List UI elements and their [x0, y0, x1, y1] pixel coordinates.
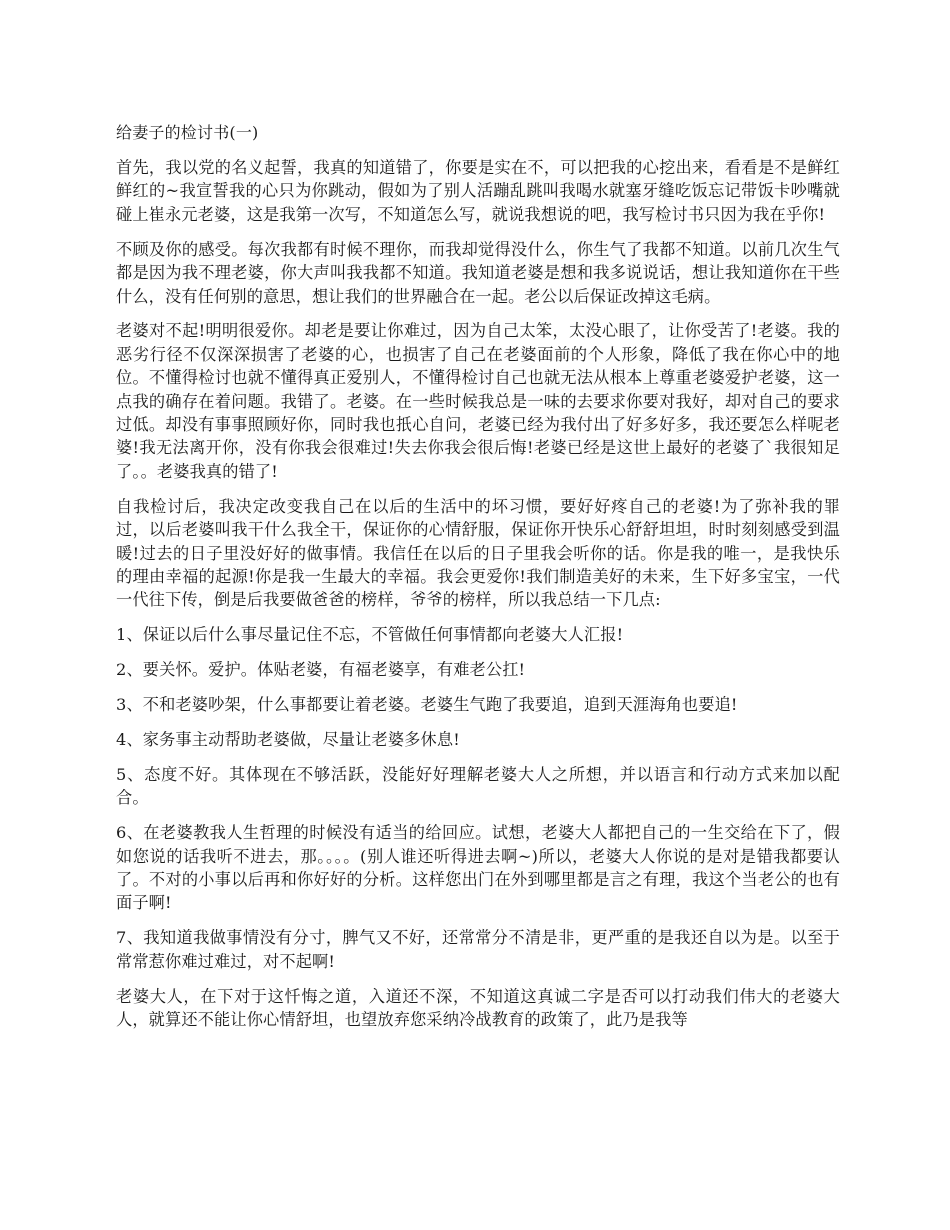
list-item-1: 1、保证以后什么事尽量记住不忘，不管做任何事情都向老婆大人汇报! — [116, 625, 624, 645]
list-item-4: 4、家务事主动帮助老婆做，尽量让老婆多休息! — [116, 730, 460, 750]
paragraph-apology: 老婆对不起!明明很爱你。却老是要让你难过，因为自己太笨，太没心眼了，让你受苦了!老婆。我的恶劣行径不仅深深损害了老婆的心，也损害了自己在老婆面前的个人形象，降低了我在你心中的地位。不懂得检讨也就不懂得真正爱别人，不懂得检讨自己也就无法从根本上尊重老婆爱护老婆，这一点我的确存在着问题。我错了。老婆。在一些时候我总是一味的去要求你要对我好，却对自己的要求过低。却没有事事照顾好你，同时我也扺心自问，老婆已经为我付出了好多好多，我还要怎么样呢老婆!我无法离开你，没有你我会很难过!失去你我会很后悔!老婆已经是这世上最好的老婆了`我很知足了。。老婆我真的错了! — [116, 321, 840, 481]
document-title: 给妻子的检讨书(一) — [116, 123, 259, 142]
list-item-3: 3、不和老婆吵架，什么事都要让着老婆。老婆生气跑了我要追，追到天涯海角也要追! — [116, 695, 738, 715]
document-page — [116, 121, 840, 1043]
list-item-2: 2、要关怀。爱护。体贴老婆，有福老婆享，有难老公扛! — [116, 660, 526, 680]
list-item-5: 5、态度不好。其体现在不够活跃，没能好好理解老婆大人之所想，并以语言和行动方式来加以配合。 — [116, 764, 840, 808]
list-item-7: 7、我知道我做事情没有分寸，脾气又不好，还常常分不清是非，更严重的是我还自以为是。以至于常常惹你难过难过，对不起啊! — [116, 928, 840, 971]
paragraph-feelings: 不顾及你的感受。每次我都有时候不理你，而我却觉得没什么，你生气了我都不知道。以前几次生气都是因为我不理老婆，你大声叫我我都不知道。我知道老婆是想和我多说说话，想让我知道你在干些什么，没有任何别的意思，想让我们的世界融合在一起。老公以后保证改掉这毛病。 — [116, 239, 840, 306]
paragraph-resolution: 自我检讨后，我决定改变我自己在以后的生活中的坏习惯，要好好疼自己的老婆!为了弥补我的罪过，以后老婆叫我干什么我全干，保证你的心情舒服，保证你开快乐心舒舒坦坦，时时刻刻感受到温暖!过去的日子里没好好的做事情。我信任在以后的日子里我会听你的话。你是我的唯一，是我快乐的理由幸福的起源!你是我一生最大的幸福。我会更爱你!我们制造美好的未来，生下好多宝宝，一代一代往下传，倒是后我要做爸爸的榜样，爷爷的榜样，所以我总结一下几点: — [116, 496, 840, 610]
list-item-6: 6、在老婆教我人生哲理的时候没有适当的给回应。试想，老婆大人都把自己的一生交给在下了，假如您说的话我听不进去，那。。。。(别人谁还听得进去啊~)所以，老婆大人你说的是对是错我都要认了。不对的小事以后再和你好好的分析。这样您出门在外到哪里都是言之有理，我这个当老公的也有面子啊! — [116, 823, 840, 913]
paragraph-oath: 首先，我以党的名义起誓，我真的知道错了，你要是实在不，可以把我的心挖出来，看看是不是鲜红鲜红的~我宣誓我的心只为你跳动，假如为了别人活蹦乱跳叫我喝水就塞牙缝吃饭忘记带饭卡吵嘴就碰上崔永元老婆，这是我第一次写，不知道怎么写，就说我想说的吧，我写检讨书只因为我在乎你! — [116, 158, 840, 224]
paragraph-closing: 老婆大人，在下对于这忏悔之道，入道还不深，不知道这真诚二字是否可以打动我们伟大的老婆大人，就算还不能让你心情舒坦，也望放弃您采纳冷战教育的政策了，此乃是我等 — [116, 986, 840, 1030]
